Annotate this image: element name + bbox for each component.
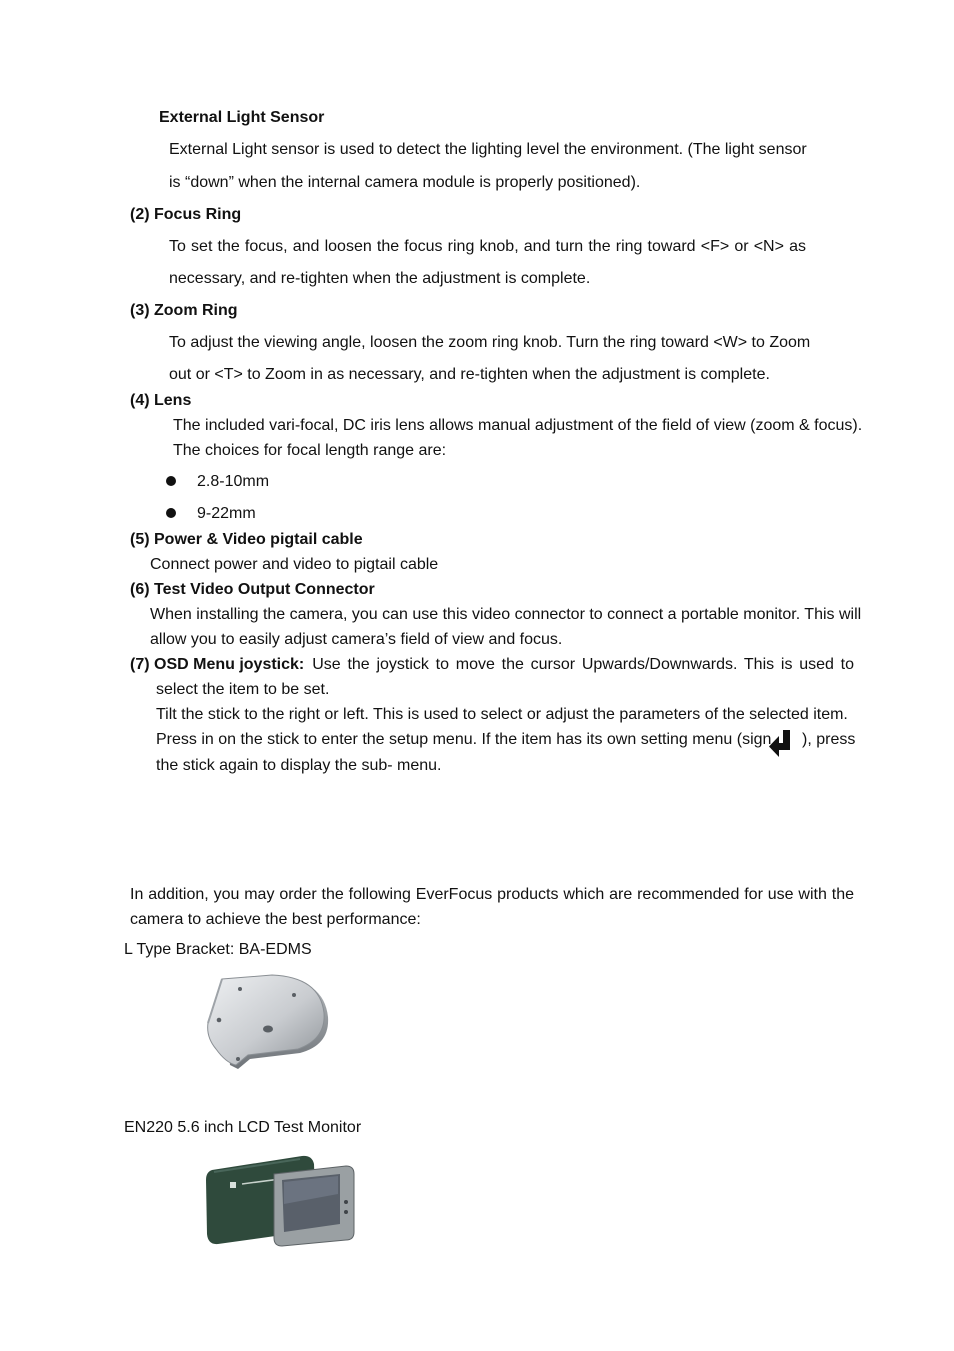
lens-text-1: The included vari-focal, DC iris lens allows manual adjustment of the field of view (zoom & focus). — [173, 417, 863, 434]
focus-ring-text-1: To set the focus, and loosen the focus ring knob, and turn the ring toward <F> or <N> as — [169, 238, 806, 255]
osd-joystick-text-4b: ), press — [802, 731, 856, 748]
external-light-sensor-text-2: is “down” when the internal camera module is properly positioned). — [169, 174, 641, 191]
osd-joystick-text-1: Use the joystick to move the cursor Upwards/Downwards. This is used to — [312, 656, 854, 673]
focus-ring-heading: (2) Focus Ring — [130, 206, 242, 223]
osd-joystick-text-2: select the item to be set. — [156, 681, 330, 698]
power-video-text: Connect power and video to pigtail cable — [150, 556, 439, 573]
bracket-label: L Type Bracket: BA-EDMS — [124, 941, 312, 958]
bullet-icon — [166, 508, 176, 518]
power-video-heading: (5) Power & Video pigtail cable — [130, 531, 363, 548]
osd-joystick-text-3: Tilt the stick to the right or left. This is used to select or adjust the parameters of the selected item. — [156, 706, 848, 723]
accessories-text-2: camera to achieve the best performance: — [130, 911, 421, 928]
lens-option-1: 2.8-10mm — [197, 473, 270, 490]
focus-ring-text-2: necessary, and re-tighten when the adjustment is complete. — [169, 270, 591, 287]
lens-heading: (4) Lens — [130, 392, 192, 409]
lens-option-2: 9-22mm — [197, 505, 256, 522]
osd-joystick-text-5: the stick again to display the sub- menu. — [156, 757, 442, 774]
osd-joystick-heading: (7) OSD Menu joystick: — [130, 656, 305, 673]
zoom-ring-heading: (3) Zoom Ring — [130, 302, 238, 319]
lcd-monitor-image — [204, 1150, 356, 1248]
osd-joystick-line-1 — [130, 655, 854, 675]
test-video-heading: (6) Test Video Output Connector — [130, 581, 375, 598]
zoom-ring-text-1: To adjust the viewing angle, loosen the zoom ring knob. Turn the ring toward <W> to Zoom — [169, 334, 811, 351]
accessories-text-1: In addition, you may order the following EverFocus products which are recommended for use with the — [130, 886, 854, 903]
lens-text-2: The choices for focal length range are: — [173, 442, 447, 459]
bracket-image — [202, 973, 332, 1071]
bullet-icon — [166, 476, 176, 486]
osd-joystick-text-4a: Press in on the stick to enter the setup menu. If the item has its own setting menu (sign — [156, 731, 772, 748]
external-light-sensor-heading: External Light Sensor — [159, 109, 325, 126]
test-video-text-1: When installing the camera, you can use this video connector to connect a portable monitor. This will — [150, 606, 862, 623]
external-light-sensor-text-1: External Light sensor is used to detect the lighting level the environment. (The light sensor — [169, 141, 807, 158]
monitor-label: EN220 5.6 inch LCD Test Monitor — [124, 1119, 362, 1136]
enter-arrow-icon — [768, 729, 794, 759]
zoom-ring-text-2: out or <T> to Zoom in as necessary, and re-tighten when the adjustment is complete. — [169, 366, 770, 383]
test-video-text-2: allow you to easily adjust camera’s field of view and focus. — [150, 631, 563, 648]
